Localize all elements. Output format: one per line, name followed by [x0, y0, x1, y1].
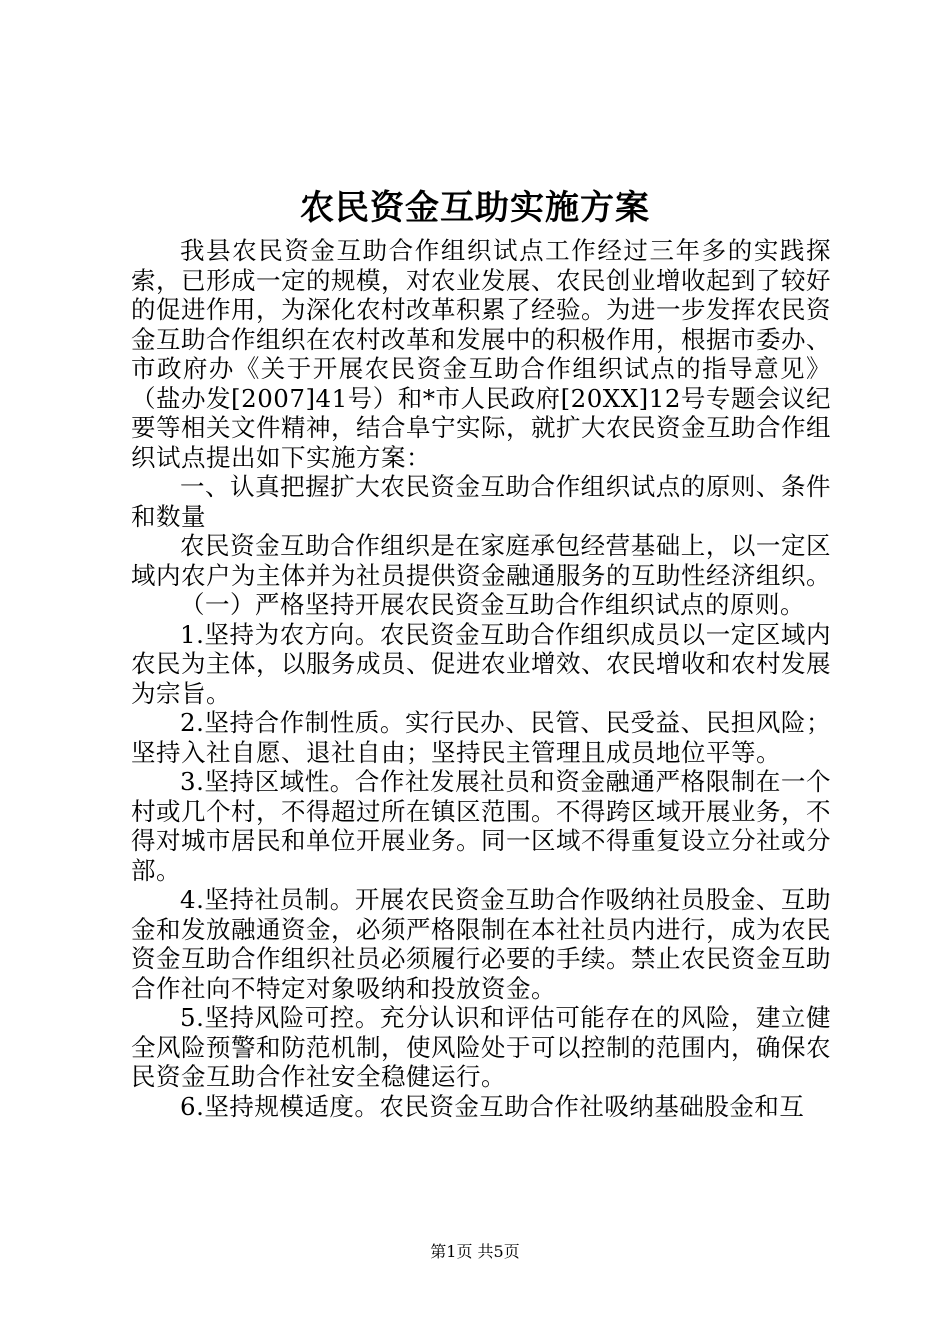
document-body [131, 236, 831, 1121]
subsection-heading-1: （一）严格坚持开展农民资金互助合作组织试点的原则。 [180, 590, 805, 619]
paragraph-definition: 农民资金互助合作组织是在家庭承包经营基础上，以一定区域内农户为主体并为社员提供资金融通服务的互助性经济组织。 [131, 531, 831, 590]
principle-5: 5.坚持风险可控。充分认识和评估可能存在的风险，建立健全风险预警和防范机制，使风险处于可以控制的范围内，确保农民资金互助合作社安全稳健运行。 [131, 1003, 831, 1091]
principle-4: 4.坚持社员制。开展农民资金互助合作吸纳社员股金、互助金和发放融通资金，必须严格限制在本社社员内进行，成为农民资金互助合作组织社员必须履行必要的手续。禁止农民资金互助合作社向不特定对象吸纳和投放资金。 [131, 885, 831, 1003]
document-title: 农民资金互助实施方案 [300, 188, 650, 228]
section-heading-1: 一、认真把握扩大农民资金互助合作组织试点的原则、条件和数量 [131, 472, 831, 531]
principle-2: 2.坚持合作制性质。实行民办、民管、民受益、民担风险；坚持入社自愿、退社自由；坚持民主管理且成员地位平等。 [131, 708, 831, 767]
principle-1: 1.坚持为农方向。农民资金互助合作组织成员以一定区域内农民为主体，以服务成员、促进农业增效、农民增收和农村发展为宗旨。 [131, 619, 831, 708]
principle-3: 3.坚持区域性。合作社发展社员和资金融通严格限制在一个村或几个村，不得超过所在镇区范围。不得跨区域开展业务，不得对城市居民和单位开展业务。同一区域不得重复设立分社或分部。 [131, 767, 831, 885]
principle-6: 6.坚持规模适度。农民资金互助合作社吸纳基础股金和互 [180, 1091, 805, 1121]
paragraph-intro: 我县农民资金互助合作组织试点工作经过三年多的实践探索，已形成一定的规模，对农业发展、农民创业增收起到了较好的促进作用，为深化农村改革积累了经验。为进一步发挥农民资金互助合作组织在农村改革和发展中的积极作用，根据市委办、市政府办《关于开展农民资金互助合作组织试点的指导意见》（盐办发[2007]41号）和*市人民政府[20XX]12号专题会议纪要等相关文件精神，结合阜宁实际，就扩大农民资金互助合作组织试点提出如下实施方案： [131, 236, 831, 472]
page-footer: 第1页 共5页 [430, 1242, 520, 1261]
